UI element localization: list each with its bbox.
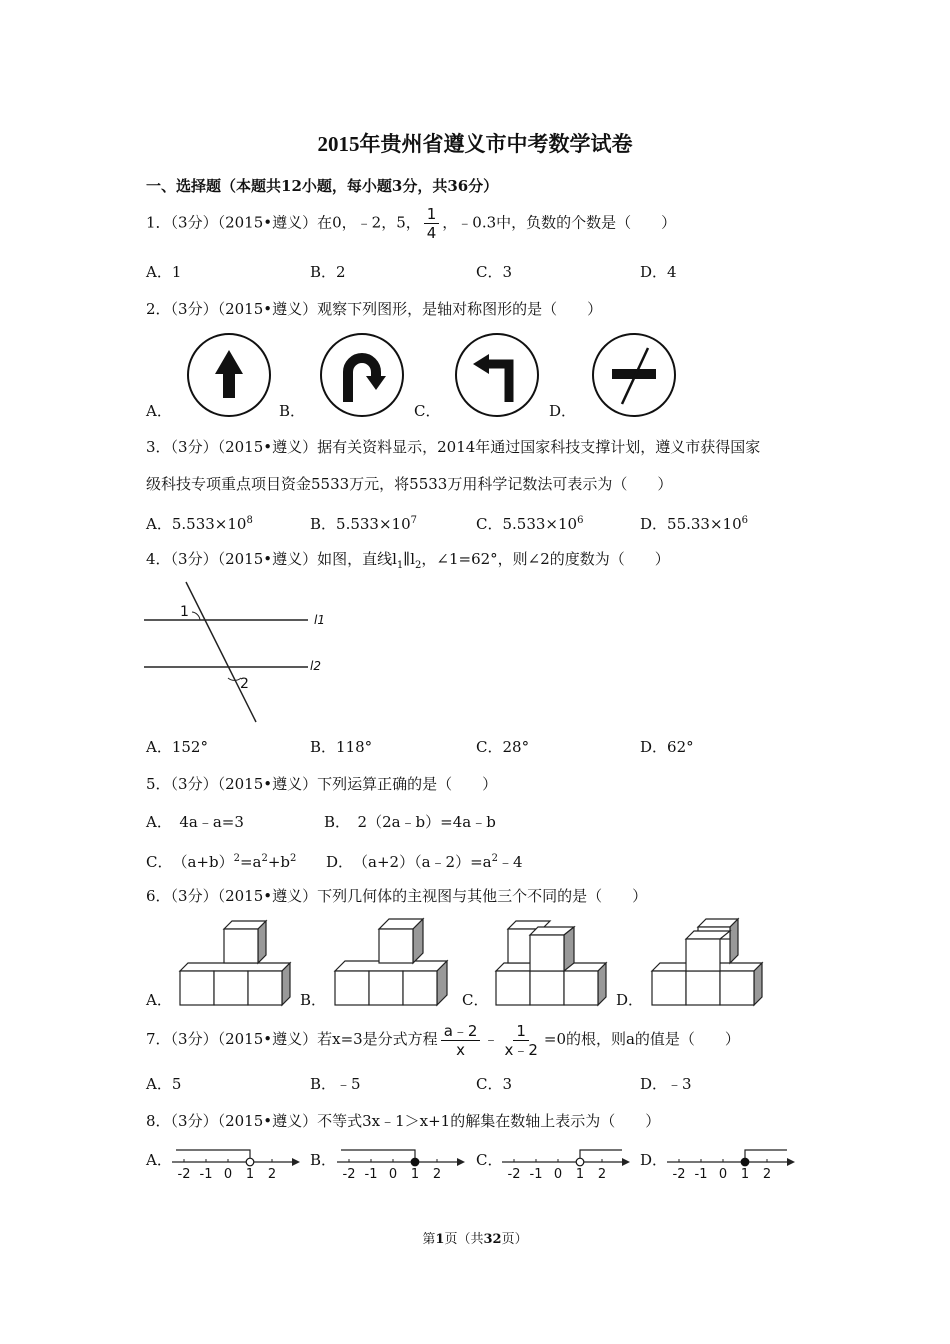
footer-page-number: 1 [435, 1232, 445, 1247]
axis-arrow-icon [622, 1158, 630, 1166]
closed-endpoint-dot [411, 1158, 419, 1166]
q7-stem-start: 7．（3分）（2015•遵义）若x=3是分式方程 [146, 1030, 438, 1048]
q6-label-a: A． [146, 991, 172, 1009]
q7-option-d: D．﹣3 [640, 1075, 692, 1093]
page-footer [0, 1228, 950, 1247]
footer-middle: 页（共 [444, 1232, 484, 1247]
q2-label-c: C． [414, 402, 441, 420]
q4-option-d: D．62° [640, 738, 694, 756]
tick-label: 0 [223, 1167, 233, 1182]
q7-fraction-2-denominator: x﹣2 [504, 1040, 538, 1059]
q1-option-a: A．1 [146, 263, 182, 281]
q6-label-d: D． [616, 991, 644, 1009]
tick-label: -1 [529, 1167, 543, 1182]
parallel-lines-figure [140, 578, 340, 728]
q1-fraction [424, 205, 440, 242]
open-endpoint-dot [576, 1158, 584, 1166]
q7-fraction-2-numerator: 1 [513, 1022, 529, 1041]
q3-option-d [640, 511, 748, 534]
tick-label: 1 [740, 1167, 750, 1182]
tick-label: 1 [575, 1167, 585, 1182]
q5-option-a: A． 4a﹣a=3 [146, 813, 244, 831]
tick-label: 0 [553, 1167, 563, 1182]
q3-option-b-exponent: 7 [410, 515, 417, 526]
q5-c-exp-3: 2 [290, 853, 297, 864]
solution-ray [580, 1150, 622, 1158]
q1-option-c: C．3 [476, 263, 513, 281]
q5-option-b: B． 2（2a﹣b）=4a﹣b [324, 813, 496, 831]
tick-label: 0 [388, 1167, 398, 1182]
q4-subscript-1: 1 [396, 560, 404, 571]
q8-number-line-a [170, 1144, 302, 1184]
solution-ray [341, 1150, 415, 1158]
q6-label-c: C． [462, 991, 489, 1009]
q4-stem-end: ，∠1=62°，则∠2的度数为（ ） [421, 550, 670, 568]
q3-option-a-base: A．5.533×10 [146, 515, 247, 533]
question-8: 8．（3分）（2015•遵义）不等式3x﹣1＞x+1的解集在数轴上表示为（ ） [146, 1112, 661, 1130]
q2-label-d: D． [549, 402, 577, 420]
q5-d-part-1: D． （a+2）（a﹣2）=a [326, 853, 492, 871]
q1-stem-start: 1．（3分）（2015•遵义）在0，﹣2，5， [146, 213, 421, 232]
tick-label: -2 [177, 1167, 191, 1182]
tick-label: 2 [432, 1167, 442, 1182]
q1-stem-end: ，﹣0.3中，负数的个数是（ ） [442, 213, 677, 232]
section-heading: 一、选择题（本题共12小题，每小题3分，共36分） [146, 177, 499, 195]
q7-option-a: A．5 [146, 1075, 182, 1093]
tick-label: 2 [762, 1167, 772, 1182]
tick-label: 1 [245, 1167, 255, 1182]
tick-label: -1 [694, 1167, 708, 1182]
q3-option-d-exponent: 6 [741, 515, 748, 526]
q3-option-a [146, 511, 253, 534]
angle-1-label: 1 [180, 604, 189, 620]
q5-c-part-1: C． （a+b） [146, 853, 234, 871]
q2-label-b: B． [279, 402, 306, 420]
q5-option-c [146, 849, 296, 872]
q8-label-d: D． [640, 1151, 668, 1169]
q8-label-a: A． [146, 1151, 172, 1169]
question-4 [146, 549, 670, 576]
tick-label: -1 [199, 1167, 213, 1182]
q8-label-c: C． [476, 1151, 503, 1169]
question-6: 6．（3分）（2015•遵义）下列几何体的主视图与其他三个不同的是（ ） [146, 887, 648, 905]
q4-option-a: A．152° [146, 738, 208, 756]
tick-label: 0 [718, 1167, 728, 1182]
tick-label: -1 [364, 1167, 378, 1182]
q8-number-line-d [665, 1144, 797, 1184]
q4-parallel: ∥l [403, 550, 416, 568]
page-title: 2015年贵州省遵义市中考数学试卷 [317, 132, 633, 156]
question-3-line-1: 3．（3分）（2015•遵义）据有关资料显示，2014年通过国家科技支撑计划，遵义市获得国家 [146, 438, 761, 456]
axis-arrow-icon [457, 1158, 465, 1166]
q4-option-b: B．118° [310, 738, 373, 756]
q4-stem-start: 4．（3分）（2015•遵义）如图，直线l [146, 550, 397, 568]
q7-minus: ﹣ [483, 1030, 499, 1048]
q1-fraction-denominator: 4 [426, 224, 437, 242]
q6-label-b: B． [300, 991, 327, 1009]
solution-ray [745, 1150, 787, 1158]
q7-fraction-2 [501, 1022, 540, 1059]
q3-option-c-exponent: 6 [577, 515, 584, 526]
q8-label-b: B． [310, 1151, 337, 1169]
q3-option-a-exponent: 8 [246, 515, 253, 526]
question-7 [146, 1016, 740, 1062]
q1-option-b: B．2 [310, 263, 346, 281]
footer-total-pages: 32 [483, 1232, 502, 1247]
angle-2-label: 2 [240, 676, 249, 692]
up-arrow-sign-icon [185, 332, 273, 418]
q3-option-b-base: B．5.533×10 [310, 515, 411, 533]
q7-stem-end: =0的根，则a的值是（ ） [543, 1030, 740, 1048]
footer-suffix: 页） [501, 1232, 528, 1247]
q5-option-d [326, 849, 523, 872]
q7-option-b: B．﹣5 [310, 1075, 361, 1093]
q4-option-c: C．28° [476, 738, 530, 756]
q7-fraction-1-denominator: x [456, 1040, 465, 1059]
q5-d-part-2: ﹣4 [497, 853, 523, 871]
q5-c-part-2: =a [239, 853, 262, 871]
axis-arrow-icon [787, 1158, 795, 1166]
u-turn-arrow-sign-icon [318, 332, 406, 418]
q1-fraction-numerator: 1 [424, 205, 440, 224]
tick-label: 1 [410, 1167, 420, 1182]
line-l2-label: l2 [310, 659, 321, 673]
question-3-line-2: 级科技专项重点项目资金5533万元，将5533万用科学记数法可表示为（ ） [146, 475, 673, 493]
tick-label: -2 [342, 1167, 356, 1182]
q1-option-d: D．4 [640, 263, 677, 281]
q3-option-d-base: D．55.33×10 [640, 515, 742, 533]
footer-prefix: 第 [422, 1232, 436, 1247]
q3-option-b [310, 511, 417, 534]
line-l1-label: l1 [314, 613, 325, 627]
slashed-bar-sign-icon [590, 332, 678, 418]
q5-c-exp-1: 2 [233, 853, 240, 864]
q2-label-a: A． [146, 402, 172, 420]
q5-c-exp-2: 2 [261, 853, 268, 864]
cube-stack-a-icon [178, 915, 294, 1009]
cube-stack-d-icon [650, 915, 766, 1009]
solution-ray [176, 1150, 250, 1158]
tick-label: 2 [597, 1167, 607, 1182]
q8-number-line-c [500, 1144, 632, 1184]
open-endpoint-dot [246, 1158, 254, 1166]
q7-option-c: C．3 [476, 1075, 513, 1093]
cube-stack-c-icon [494, 915, 610, 1009]
cube-stack-b-icon [333, 915, 453, 1009]
q7-fraction-1-numerator: a﹣2 [441, 1022, 481, 1041]
q5-d-exp-1: 2 [491, 853, 498, 864]
q5-c-part-3: +b [267, 853, 291, 871]
tick-label: 2 [267, 1167, 277, 1182]
question-1 [146, 205, 676, 242]
left-turn-arrow-sign-icon [453, 332, 541, 418]
q8-number-line-b [335, 1144, 467, 1184]
tick-label: -2 [507, 1167, 521, 1182]
q3-option-c [476, 511, 583, 534]
q7-fraction-1 [441, 1022, 481, 1059]
tick-label: -2 [672, 1167, 686, 1182]
closed-endpoint-dot [741, 1158, 749, 1166]
q4-subscript-2: 2 [415, 560, 422, 571]
question-2: 2．（3分）（2015•遵义）观察下列图形，是轴对称图形的是（ ） [146, 300, 603, 318]
question-5: 5．（3分）（2015•遵义）下列运算正确的是（ ） [146, 775, 498, 793]
axis-arrow-icon [292, 1158, 300, 1166]
q3-option-c-base: C．5.533×10 [476, 515, 578, 533]
